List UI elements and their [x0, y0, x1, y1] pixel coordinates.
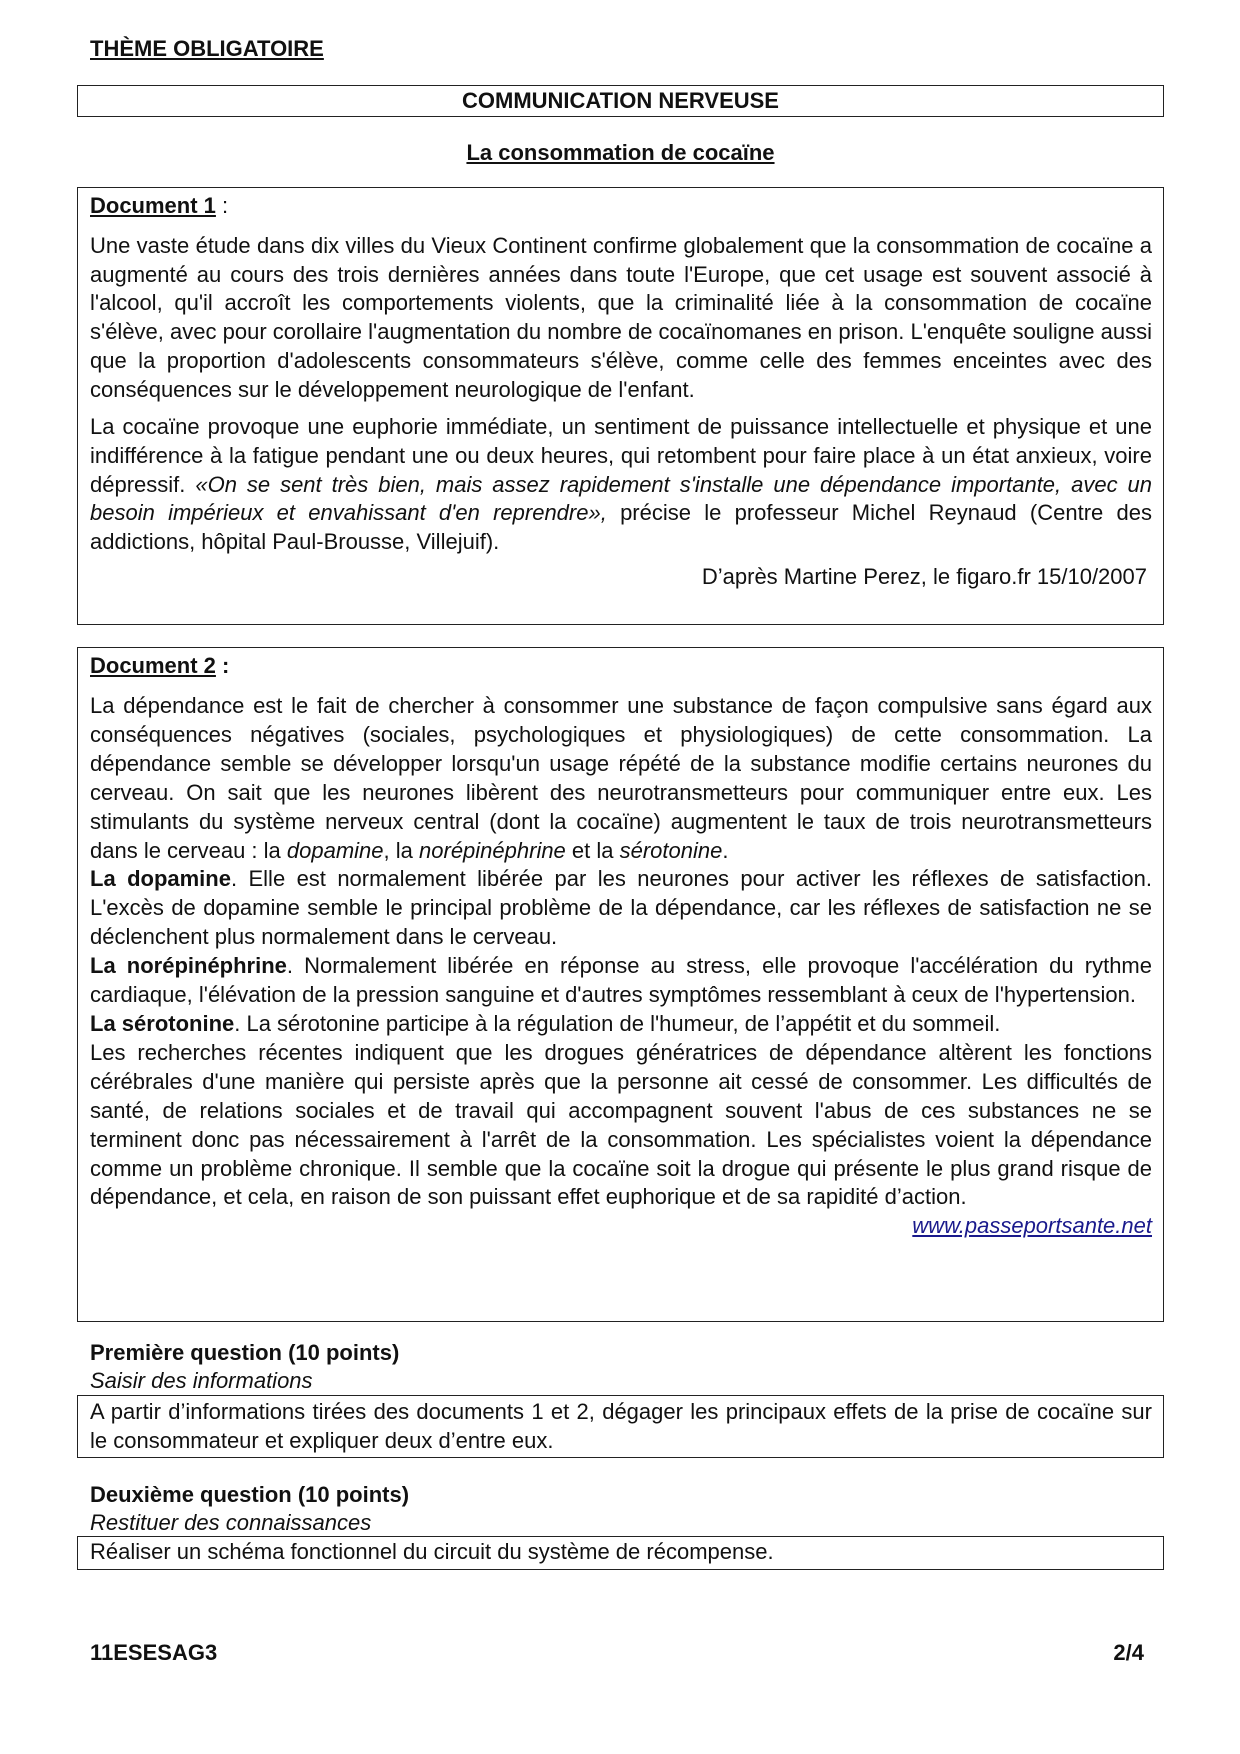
document-2-box	[77, 647, 1164, 1322]
norepinephrine-paragraph	[90, 952, 1152, 1010]
document-2-intro	[90, 692, 1152, 865]
separator-2: et la	[565, 837, 620, 863]
serotonine-text: . La sérotonine participe à la régulation de l'humeur, de l’appétit et du sommeil.	[234, 1010, 1001, 1036]
question-2-title: Deuxième question (10 points)	[90, 1482, 410, 1507]
document-1-source: D’après Martine Perez, le figaro.fr 15/10/2007	[701, 563, 1147, 589]
question-2-header	[90, 1481, 409, 1537]
serotonine-paragraph	[90, 1010, 1152, 1039]
question-1-header	[90, 1339, 399, 1395]
main-title: COMMUNICATION NERVEUSE	[77, 85, 1164, 117]
term-norepinephrine: norépinéphrine	[419, 837, 566, 863]
document-1-label: Document 1	[90, 193, 216, 218]
document-2-heading	[90, 651, 1152, 681]
question-2-subtitle: Restituer des connaissances	[90, 1510, 372, 1535]
document-1-label-suffix: :	[215, 193, 229, 218]
norepinephrine-text: . Normalement libérée en réponse au stress, elle provoque l'accélération du rythme cardiaque, l'élévation de la pression sanguine et d'autres symptômes ressemblant à ceux de l'hypertension.	[90, 953, 1152, 1008]
document-2-intro-text: La dépendance est le fait de chercher à consommer une substance de façon compulsive sans égard aux conséquences négatives (sociales, psychologiques et physiologiques) de cette consommation. La dépendance semble se développer lorsqu'un usage répété de la substance modifie certains neurones du cerveau. On sait que les neurones libèrent des neurotransmetteurs pour communiquer entre eux. Les stimulants du système nerveux central (dont la cocaïne) augmentent le taux de trois neurotransmetteurs dans le cerveau : la	[90, 693, 1152, 863]
subtitle-text: La consommation de cocaïne	[466, 140, 775, 165]
footer-page-number: 2/4	[1113, 1640, 1144, 1665]
document-2-conclusion: Les recherches récentes indiquent que les drogues génératrices de dépendance altèrent les fonctions cérébrales d'une manière qui persiste après que la personne ait cessé de consommer. Les difficultés de santé, de relations sociales et de travail qui accompagnent souvent l'abus de ces substances ne se terminent donc pas nécessairement à l'arrêt de la consommation. Les spécialistes voient la dépendance comme un problème chronique. Il semble que la cocaïne soit la drogue qui présente le plus grand risque de dépendance, et cela, en raison de son puissant effet euphorique et de sa rapidité d’action.	[90, 1039, 1152, 1210]
subtitle	[77, 140, 1164, 166]
document-1-box	[77, 187, 1164, 625]
document-1-paragraph-1: Une vaste étude dans dix villes du Vieux Continent confirme globalement que la consommation de cocaïne a augmenté au cours des trois dernières années dans toute l'Europe, que cet usage est souvent associé à l'alcool, qu'il accroît les comportements violents, que la criminalité liée à la consommation de cocaïne s'élève, avec pour corollaire l'augmentation du nombre de cocaïnomanes en prison. L'enquête souligne aussi que la proportion d'adolescents consommateurs s'élève, comme celle des femmes enceintes avec des conséquences sur le développement neurologique de l'enfant.	[90, 233, 1152, 402]
document-2-label: Document 2	[90, 653, 216, 678]
question-1-title: Première question (10 points)	[90, 1340, 400, 1365]
end-dot: .	[722, 837, 729, 863]
dopamine-paragraph	[90, 865, 1152, 952]
serotonine-label: La sérotonine	[90, 1010, 235, 1036]
dopamine-text: . Elle est normalement libérée par les neurones pour activer les réflexes de satisfaction. L'excès de dopamine semble le principal problème de la dépendance, car les réflexes de satisfaction ne se déclenchent plus normalement dans le cerveau.	[90, 866, 1153, 950]
question-2-box	[77, 1536, 1164, 1570]
document-1-quote: «On se sent très bien, mais assez rapidement s'installe une dépendance importante, avec un besoin impérieux et envahissant d'en reprendre»,	[90, 471, 1152, 526]
separator-1: , la	[383, 837, 420, 863]
question-1-subtitle: Saisir des informations	[90, 1368, 313, 1393]
dopamine-label: La dopamine	[90, 866, 231, 892]
document-1-paragraph-2-start: La cocaïne provoque une euphorie immédiate, un sentiment de puissance intellectuelle et physique et une indifférence à la fatigue pendant une ou deux heures, qui retombent pour faire place à un état anxieux, voire dépressif.	[90, 414, 1152, 497]
theme-heading: THÈME OBLIGATOIRE	[90, 36, 324, 61]
footer-code: 11ESESAG3	[90, 1640, 218, 1665]
question-1-box	[77, 1395, 1164, 1458]
source-link[interactable]: www.passeportsante.net	[912, 1213, 1152, 1239]
document-1-heading	[90, 191, 1152, 221]
document-1-paragraph-2	[90, 413, 1152, 557]
question-1-text: A partir d’informations tirées des documents 1 et 2, dégager les principaux effets de la prise de cocaïne sur le consommateur et expliquer deux d’entre eux.	[90, 1399, 1152, 1453]
term-dopamine: dopamine	[286, 837, 384, 863]
term-serotonine: sérotonine	[619, 837, 723, 863]
document-2-label-suffix: :	[215, 653, 230, 678]
question-2-text: Réaliser un schéma fonctionnel du circuit du système de récompense.	[90, 1539, 774, 1564]
document-1-paragraph-2-end: précise le professeur Michel Reynaud (Centre des addictions, hôpital Paul-Brousse, Villejuif).	[90, 500, 1152, 555]
norepinephrine-label: La norépinéphrine	[90, 953, 287, 979]
